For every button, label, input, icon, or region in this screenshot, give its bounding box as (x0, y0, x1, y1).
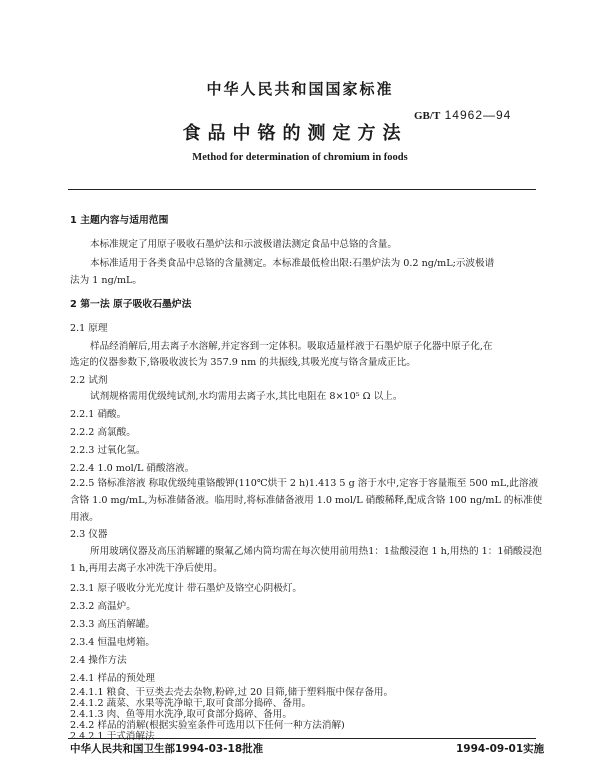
approval-line: 中华人民共和国卫生部1994-03-18批准 (70, 743, 264, 755)
s222: 2.2.2 高氯酸。 (70, 427, 136, 438)
standard-prefix: GB/T (414, 110, 441, 122)
s232: 2.3.2 高温炉。 (70, 601, 136, 612)
issuing-authority: 中华人民共和国国家标准 (206, 80, 394, 98)
s233: 2.3.3 高压消解罐。 (70, 619, 156, 630)
s22-label: 2.2 试剂 (70, 375, 108, 386)
s234: 2.3.4 恒温电烤箱。 (70, 637, 156, 648)
s23-label: 2.3 仪器 (70, 529, 108, 540)
s22-text: 试剂规格需用优级纯试剂,水均需用去离子水,其比电阻在 8×10⁵ Ω 以上。 (90, 391, 403, 402)
section-1-para-1: 本标准规定了用原子吸收石墨炉法和示波极谱法测定食品中总铬的含量。 (90, 239, 397, 250)
header-divider (68, 189, 536, 190)
standard-code: 14962—94 (440, 108, 512, 122)
section-2-heading: 2 第一法 原子吸收石墨炉法 (70, 299, 192, 310)
s221: 2.2.1 硝酸。 (70, 409, 127, 420)
s241: 2.4.1 样品的预处理 (70, 673, 156, 684)
s2413: 2.4.1.3 肉、鱼等用水洗净,取可食部分捣碎、备用。 (70, 709, 292, 720)
s21-text-2: 选定的仪器参数下,铬吸收波长为 357.9 nm 的共振线,其吸光度与铬含量成正比。 (70, 357, 416, 368)
s231: 2.3.1 原子吸收分光光度计 带石墨炉及铬空心阴极灯。 (70, 583, 302, 594)
footer-divider (68, 738, 536, 739)
s242: 2.4.2 样品的消解(根据实验室条件可选用以下任何一种方法消解) (70, 720, 345, 731)
s2411: 2.4.1.1 粮食、干豆类去壳去杂物,粉碎,过 20 目筛,储于塑料瓶中保存备用。 (70, 687, 394, 698)
section-1-para-2a: 本标准适用于各类食品中总铬的含量测定。本标准最低检出限:石墨炉法为 0.2 ng/mL;示波极谱 (90, 258, 495, 269)
s21-text-1: 样品经消解后,用去离子水溶解,并定容到一定体积。吸取适量样液于石墨炉原子化器中原子化,在 (90, 341, 493, 352)
s2412: 2.4.1.2 蔬菜、水果等洗净晾干,取可食部分捣碎、备用。 (70, 698, 312, 709)
document-title: 食品中铬的测定方法 (182, 123, 408, 144)
s24-label: 2.4 操作方法 (70, 655, 127, 666)
s224: 2.2.4 1.0 mol/L 硝酸溶液。 (70, 463, 195, 474)
s2421: 2.4.2.1 干式消解法 (70, 731, 155, 742)
s23-text: 所用玻璃仪器及高压消解罐的聚氟乙烯内筒均需在每次使用前用热1：1盐酸浸泡 1 h,用热的 1：1硝酸浸泡 1 h,再用去离子水冲洗干净后使用。 (70, 546, 542, 574)
section-1-heading: 1 主题内容与适用范围 (70, 215, 169, 226)
document-title-english: Method for determination of chromium in foods (192, 152, 408, 163)
section-1-para-2b: 法为 1 ng/mL。 (70, 275, 143, 286)
s223: 2.2.3 过氧化氢。 (70, 445, 146, 456)
s225: 2.2.5 铬标准溶液 称取优级纯重铬酸钾(110℃烘干 2 h)1.413 5 g 溶于水中,定容于容量瓶至 500 mL,此溶液含铬 1.0 mg/mL,为标准储备液。临用时,将标准储备液用 1.0 mol/L 硝酸稀释,配成含铬 100 ng/mL 的标准使用液。 (70, 478, 543, 523)
s21-label: 2.1 原理 (70, 323, 108, 334)
implementation-date: 1994-09-01实施 (456, 743, 545, 755)
